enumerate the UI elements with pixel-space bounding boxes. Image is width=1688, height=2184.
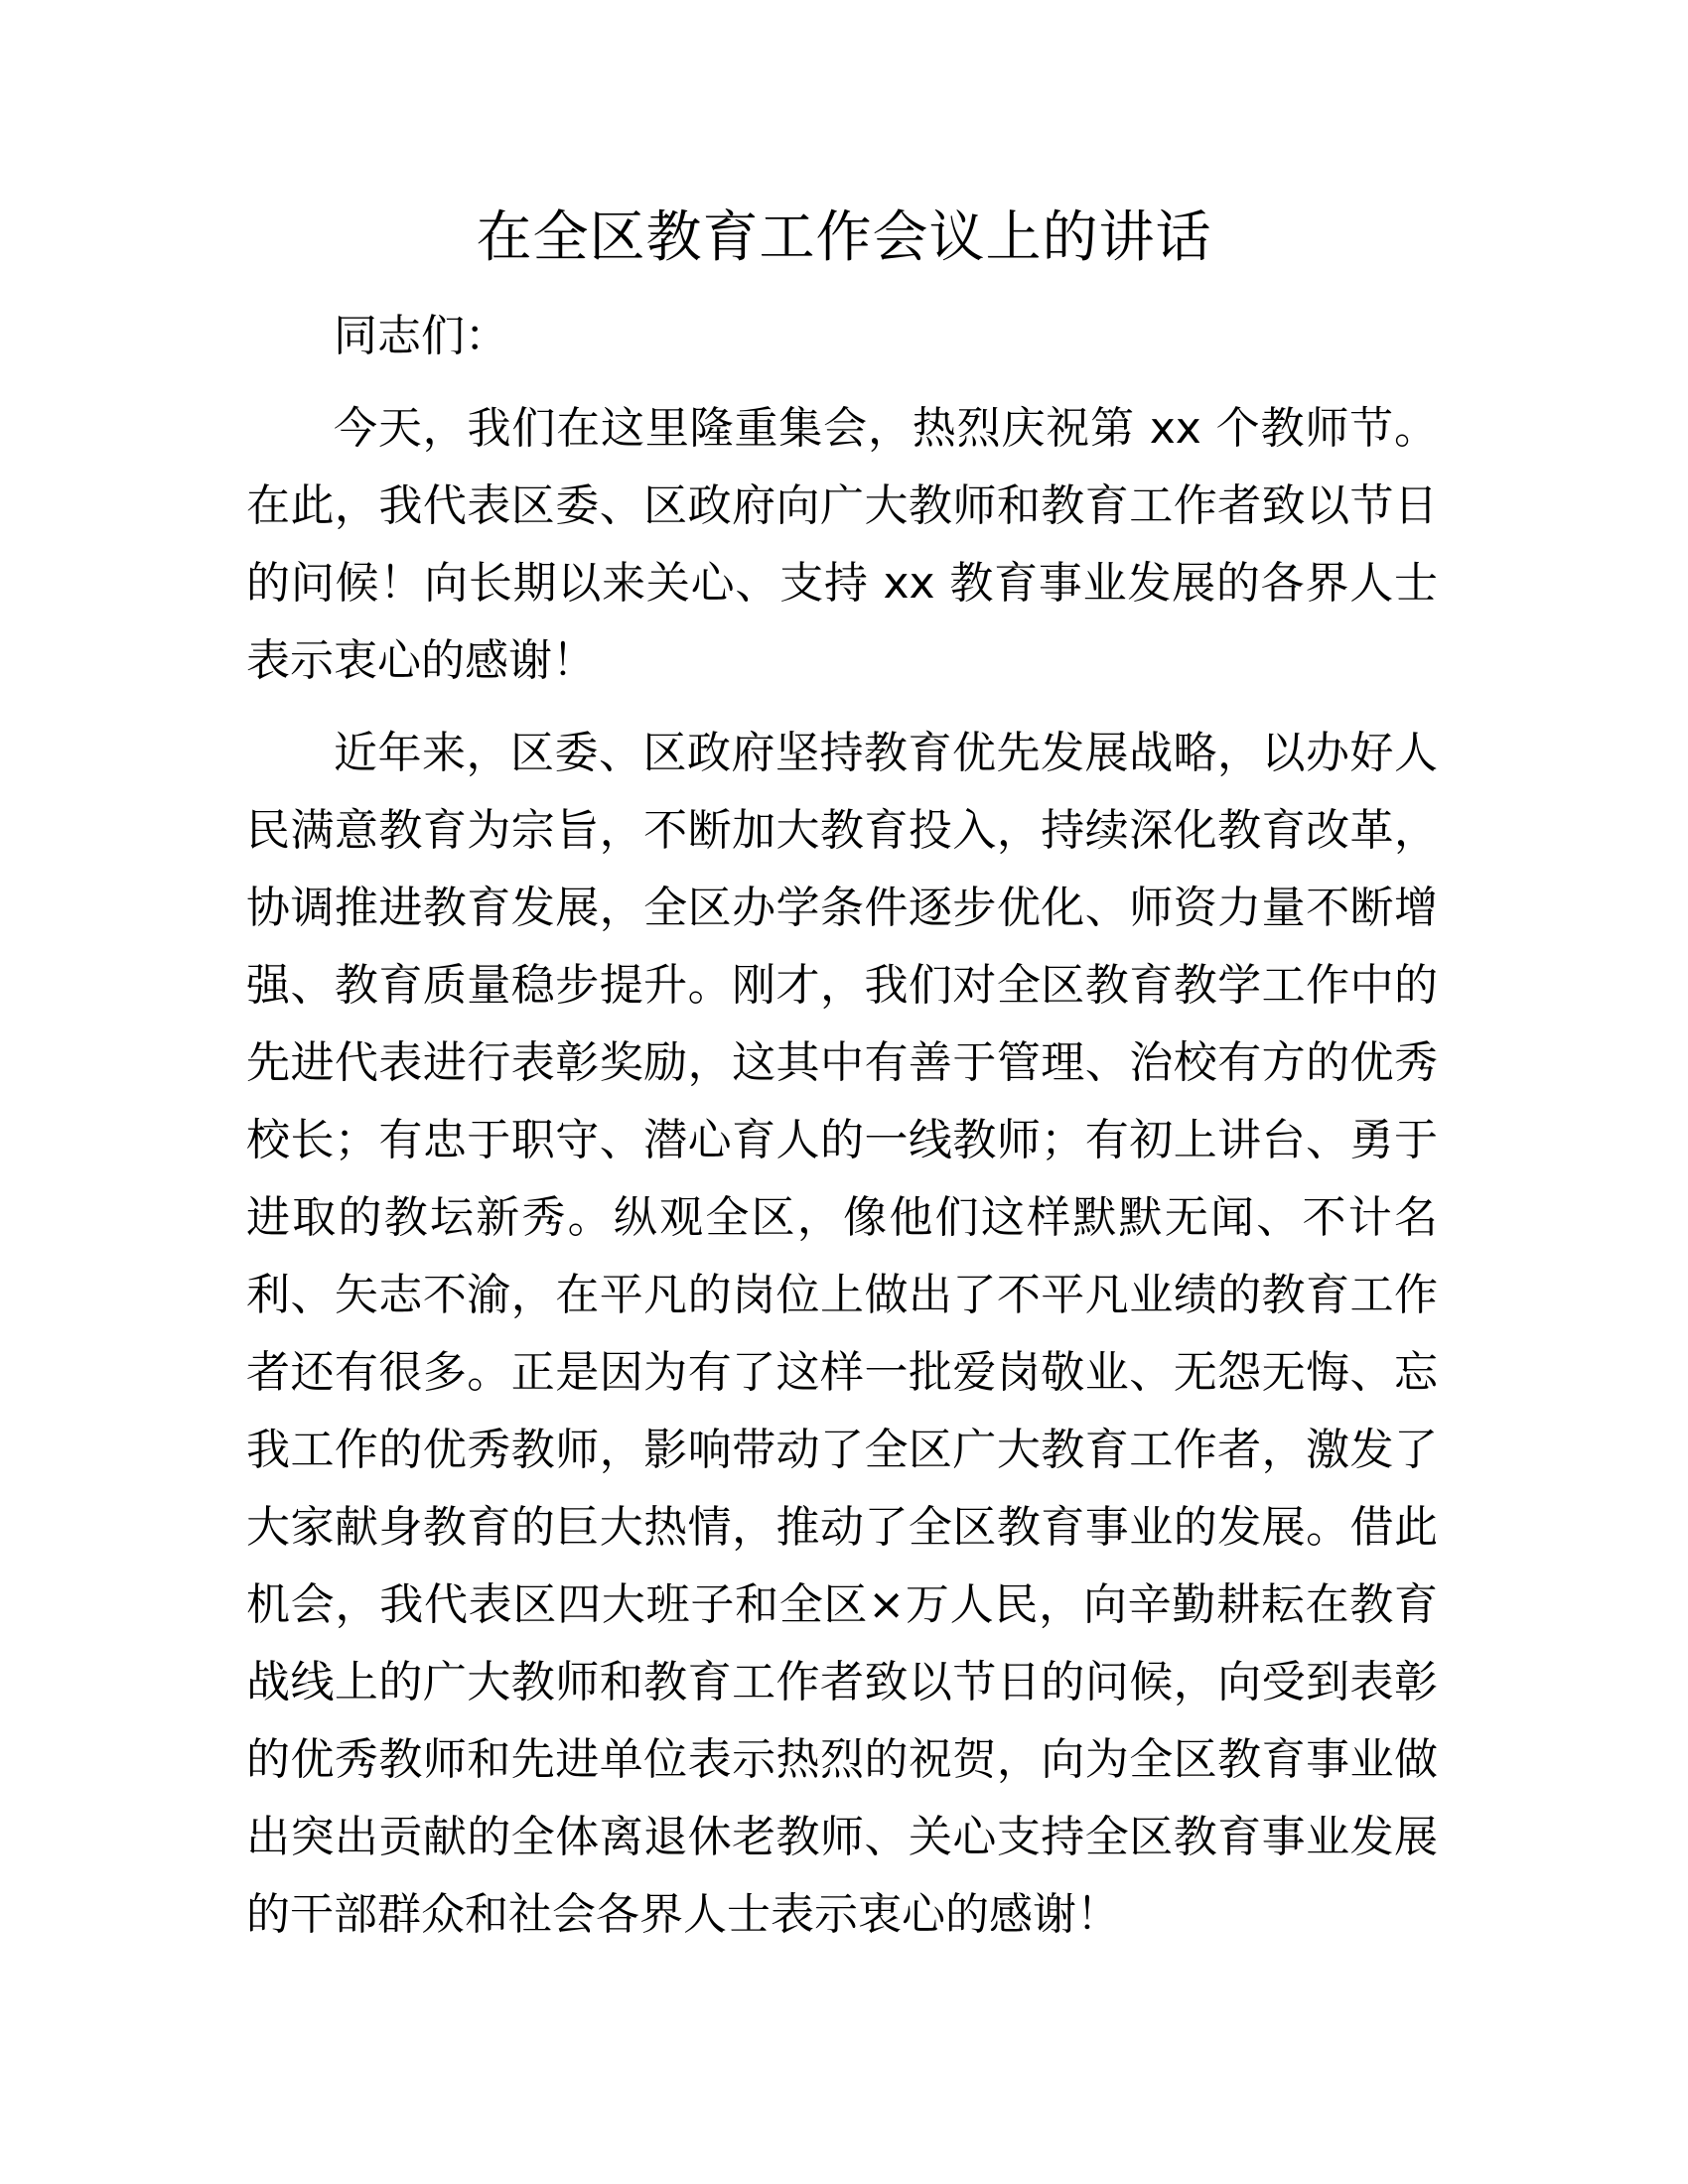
document-title: 在全区教育工作会议上的讲话	[476, 205, 1212, 270]
salutation: 同志们：	[334, 311, 508, 361]
document-body	[246, 298, 1438, 1969]
paragraph-2: 近年来，区委、区政府坚持教育优先发展战略，以办好人民满意教育为宗旨，不断加大教育投入，持续深化教育改革，协调推进教育发展，全区办学条件逐步优化、师资力量不断增强、教育质量稳步提升。刚才，我们对全区教育教学工作中的先进代表进行表彰奖励，这其中有善于管理、治校有方的优秀校长；有忠于职守、潜心育人的一线教师；有初上讲台、勇于进取的教坛新秀。纵观全区，像他们这样默默无闻、不计名利、矢志不渝，在平凡的岗位上做出了不平凡业绩的教育工作者还有很多。正是因为有了这样一批爱岗敬业、无怨无悔、忘我工作的优秀教师，影响带动了全区广大教育工作者，激发了大家献身教育的巨大热情，推动了全区教育事业的发展。借此机会，我代表区四大班子和全区×万人民，向辛勤耕耘在教育战线上的广大教师和教育工作者致以节日的问候，向受到表彰的优秀教师和先进单位表示热烈的祝贺，向为全区教育事业做出突出贡献的全体离退休老教师、关心支持全区教育事业发展的干部群众和社会各界人士表示衷心的感谢！	[246, 728, 1438, 1940]
paragraph-1: 今天，我们在这里隆重集会，热烈庆祝第 xx 个教师节。在此，我代表区委、区政府向广大教师和教育工作者致以节日的问候！向长期以来关心、支持 xx 教育事业发展的各界人士表示衷心的感谢！	[246, 403, 1438, 686]
